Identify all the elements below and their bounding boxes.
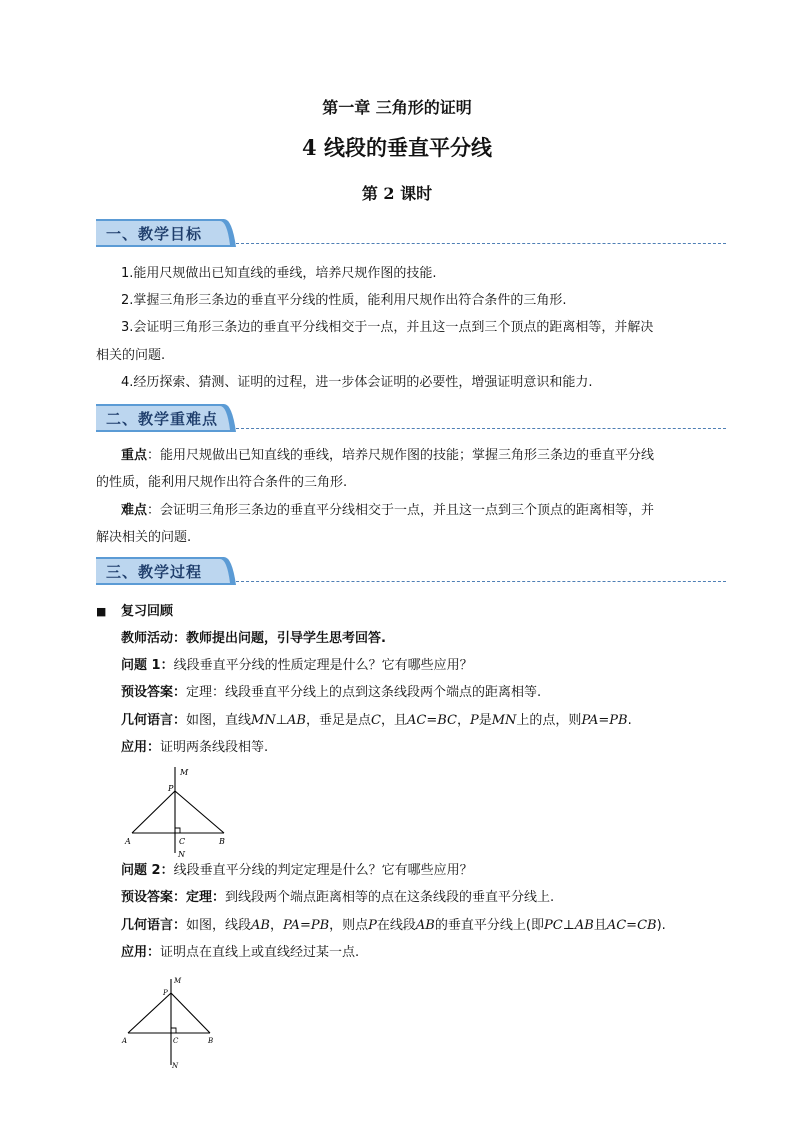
geo-text: 是 — [478, 713, 492, 728]
section-divider — [236, 581, 726, 582]
section-tab — [96, 219, 236, 247]
geometry-language-1 — [121, 711, 632, 730]
geo-text: ，且 — [380, 713, 407, 728]
label-N: N — [172, 1062, 179, 1070]
question-2-label: 问题 2： — [121, 863, 174, 878]
geo-text: ，垂足是点 — [306, 713, 372, 728]
application-2-text: 证明点在直线上或直线经过某一点. — [160, 945, 360, 960]
geo-var: AB — [287, 713, 306, 728]
geometry-label-1: 几何语言： — [121, 713, 187, 728]
objective-3-cont: 相关的问题. — [96, 348, 166, 363]
answer-2-label: 预设答案： — [121, 890, 187, 905]
period-title: 第 2 课时 — [361, 184, 433, 203]
answer-1 — [121, 683, 541, 702]
key-point-label: 重点 — [121, 448, 148, 463]
difficulty-text: ：会证明三角形三条边的垂直平分线相交于一点，并且这一点到三个顶点的距离相等，并 — [147, 503, 655, 518]
geo-var: AB — [415, 918, 435, 933]
answer-2-text: 到线段两个端点距离相等的点在这条线段的垂直平分线上. — [225, 890, 555, 905]
application-2-label: 应用： — [121, 945, 161, 960]
label-B: B — [208, 1037, 214, 1045]
perpendicular-bisector-figure-1 — [120, 765, 240, 857]
section-divider — [236, 428, 726, 429]
geo-text: ， — [269, 918, 283, 933]
answer-1-term: 定理： — [186, 685, 226, 700]
geometry-label-2: 几何语言： — [121, 918, 187, 933]
geo-var: MN — [251, 713, 276, 728]
teacher-activity-text: 教师提出问题，引导学生思考回答. — [186, 631, 386, 646]
geo-var: AC=BC — [406, 713, 457, 728]
geo-text: 且 — [593, 918, 607, 933]
review-title: 复习回顾 — [121, 604, 174, 619]
geo-text: ). — [656, 918, 666, 933]
geo-text: . — [627, 713, 632, 728]
question-1-label: 问题 1： — [121, 658, 174, 673]
section-tab — [96, 557, 236, 585]
teacher-activity — [121, 629, 386, 648]
geo-var: PA=PB — [283, 918, 330, 933]
geo-var: P — [368, 918, 377, 933]
geo-text: ，则点 — [329, 918, 369, 933]
geo-var: AB — [251, 918, 270, 933]
geo-var: PA=PB — [581, 713, 628, 728]
label-A: A — [122, 1037, 128, 1045]
difficulty-line-2: 解决相关的问题. — [96, 530, 192, 545]
label-N: N — [178, 850, 185, 857]
label-C: C — [179, 837, 186, 846]
question-1-text: 线段垂直平分线的性质定理是什么？它有哪些应用？ — [173, 658, 473, 673]
geo-text: 上的点，则 — [516, 713, 582, 728]
geometry-language-2 — [121, 916, 666, 935]
geo-var: AC=CB — [606, 918, 657, 933]
square-bullet-icon: ■ — [96, 605, 107, 618]
geo-var: P — [469, 713, 479, 728]
geo-symbol: ⊥ — [275, 713, 288, 728]
label-M: M — [180, 768, 189, 777]
application-1 — [121, 738, 268, 757]
objective-2: 2.掌握三角形三条边的垂直平分线的性质，能利用尺规作出符合条件的三角形. — [121, 293, 567, 308]
geo-text: ， — [456, 713, 470, 728]
geo-text: 在线段 — [376, 918, 416, 933]
perpendicular-bisector-figure-2 — [118, 973, 218, 1071]
teacher-activity-label: 教师活动： — [121, 631, 187, 646]
section-tab — [96, 404, 236, 432]
objective-3: 3.会证明三角形三条边的垂直平分线相交于一点，并且这一点到三个顶点的距离相等，并解决 — [121, 320, 654, 335]
label-C: C — [173, 1037, 179, 1045]
answer-1-label: 预设答案： — [121, 685, 187, 700]
geo-var: C — [371, 713, 381, 728]
label-M: M — [174, 977, 182, 985]
key-point-line-2: 的性质，能利用尺规作出符合条件的三角形. — [96, 475, 348, 490]
label-P: P — [168, 784, 174, 793]
section-header-key-points — [96, 404, 726, 438]
objective-4: 4.经历探索、猜测、证明的过程，进一步体会证明的必要性，增强证明意识和能力. — [121, 375, 593, 390]
geo-text: 如图，线段 — [186, 918, 252, 933]
section-header-process — [96, 557, 726, 591]
lesson-title: 4 线段的垂直平分线 — [302, 135, 492, 160]
section-title: 二、教学重难点 — [106, 410, 219, 428]
application-2 — [121, 943, 359, 962]
section-title: 一、教学目标 — [106, 225, 203, 243]
key-point-line-1 — [121, 446, 654, 465]
key-point-text: ：能用尺规做出已知直线的垂线，培养尺规作图的技能；掌握三角形三条边的垂直平分线 — [147, 448, 655, 463]
question-1 — [121, 656, 473, 675]
answer-2 — [121, 888, 554, 907]
geo-var: MN — [491, 713, 517, 728]
answer-1-text: 线段垂直平分线上的点到这条线段两个端点的距离相等. — [225, 685, 542, 700]
section-divider — [236, 243, 726, 244]
difficulty-line-1 — [121, 501, 654, 520]
objective-1: 1.能用尺规做出已知直线的垂线，培养尺规作图的技能. — [121, 266, 437, 281]
label-P: P — [163, 989, 168, 997]
answer-2-term: 定理： — [186, 890, 226, 905]
geo-text: 的垂直平分线上(即 — [434, 918, 544, 933]
question-2 — [121, 861, 473, 880]
geo-var: PC⊥AB — [543, 918, 594, 933]
section-title: 三、教学过程 — [106, 563, 203, 581]
difficulty-label: 难点 — [121, 503, 148, 518]
question-2-text: 线段垂直平分线的判定定理是什么？它有哪些应用？ — [173, 863, 473, 878]
application-1-text: 证明两条线段相等. — [160, 740, 269, 755]
application-1-label: 应用： — [121, 740, 161, 755]
chapter-title: 第一章 三角形的证明 — [322, 98, 472, 117]
section-header-objectives — [96, 219, 726, 253]
label-A: A — [125, 837, 131, 846]
geo-text: 如图，直线 — [186, 713, 252, 728]
label-B: B — [219, 837, 225, 846]
